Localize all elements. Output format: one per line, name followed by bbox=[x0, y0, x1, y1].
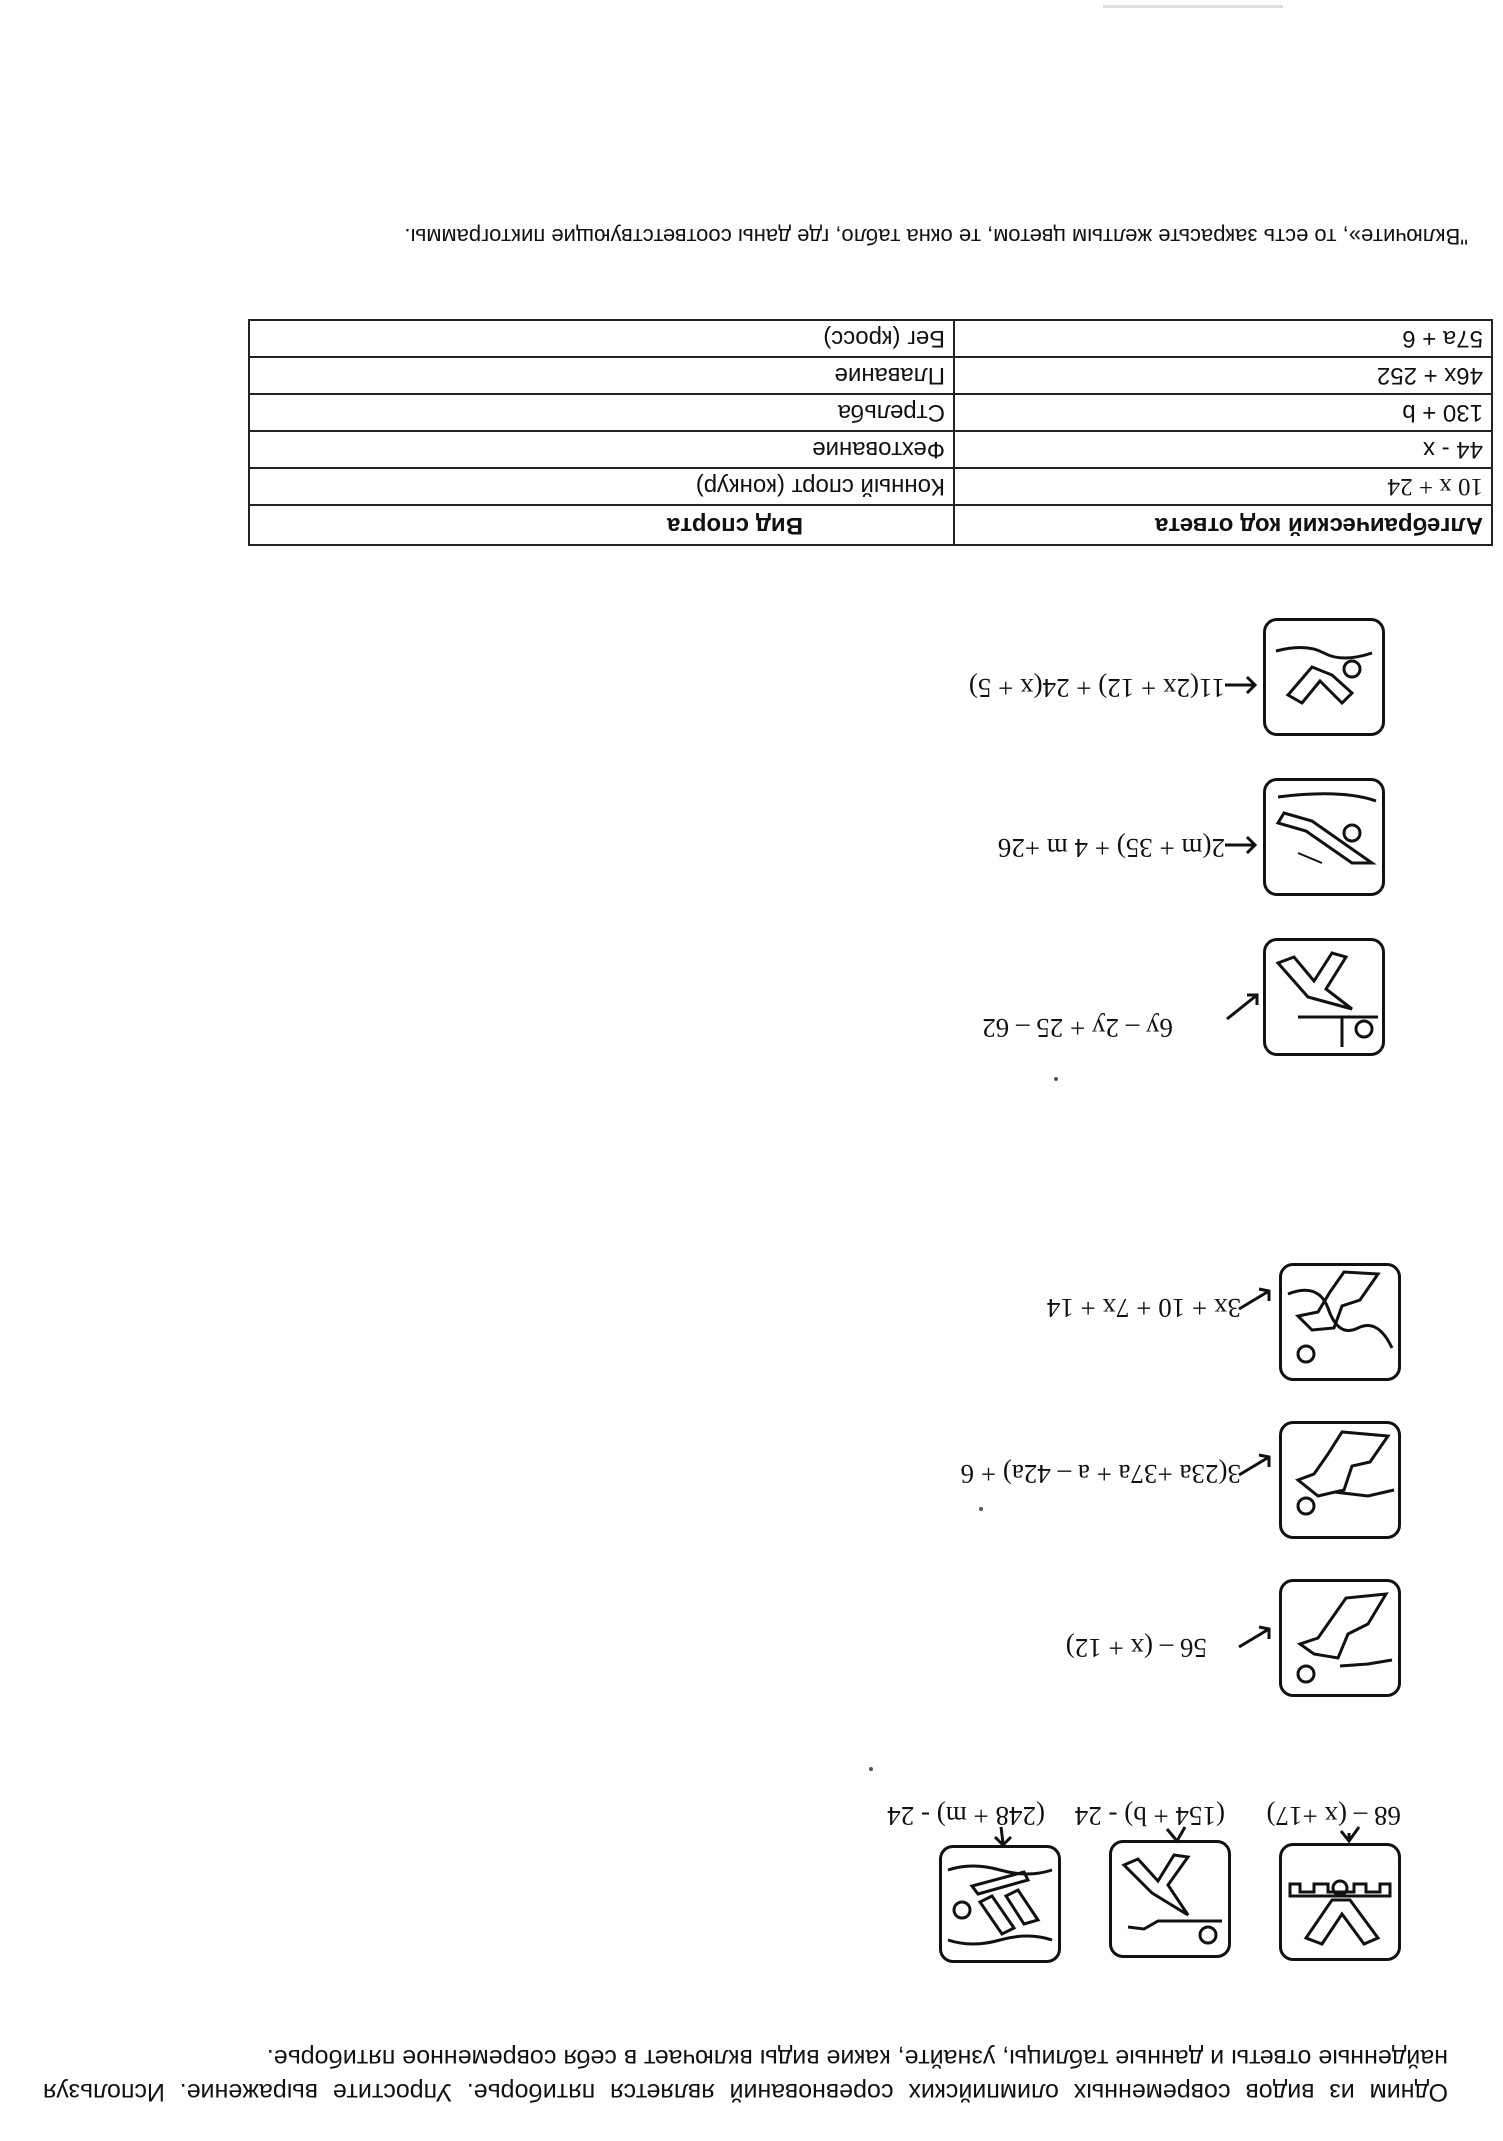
arrow-icon bbox=[987, 1825, 1017, 1847]
fencing-pictogram bbox=[1279, 1843, 1401, 1961]
sport-cell: Плавание bbox=[249, 357, 954, 394]
expression-6: 3x + 10 + 7x + 14 bbox=[1046, 1293, 1241, 1323]
equestrian-pictogram bbox=[1279, 1421, 1401, 1539]
running-pictogram bbox=[1263, 618, 1385, 736]
fencing-pictogram bbox=[1263, 938, 1385, 1056]
scan-speck bbox=[979, 1507, 983, 1511]
expression-9: 11(2x + 12) + 24(x + 5) bbox=[968, 673, 1225, 703]
expression-3: (248 + m) - 24 bbox=[887, 1801, 1045, 1831]
arrow-icon bbox=[1223, 673, 1259, 697]
equestrian-pictogram bbox=[1279, 1579, 1401, 1697]
column-header-sport: Вид спорта bbox=[249, 505, 954, 545]
sport-cell: Бег (кросс) bbox=[249, 320, 954, 357]
arrow-icon bbox=[1235, 1623, 1275, 1651]
arrow-icon bbox=[1235, 1285, 1275, 1313]
expression-8: 2(m + 35) + 4 m +26 bbox=[997, 833, 1225, 863]
arrow-icon bbox=[1223, 833, 1259, 857]
arrow-icon bbox=[1333, 1825, 1363, 1845]
arrow-icon bbox=[1235, 1451, 1275, 1479]
code-cell: 57a + 6 bbox=[954, 320, 1492, 357]
sport-cell: Стрельба bbox=[249, 394, 954, 431]
code-cell: 130 + b bbox=[954, 394, 1492, 431]
column-header-code: Алгебраический код ответа bbox=[954, 505, 1492, 545]
sport-cell: Фехтование bbox=[249, 431, 954, 468]
table-header-row bbox=[249, 505, 1492, 545]
equestrian-pictogram bbox=[1279, 1263, 1401, 1381]
scan-edge-mark bbox=[1103, 5, 1283, 8]
table-row bbox=[249, 394, 1492, 431]
code-cell: 44 - x bbox=[954, 431, 1492, 468]
scan-speck bbox=[1054, 1077, 1058, 1081]
table-row bbox=[249, 357, 1492, 394]
code-cell: 10 x + 24 bbox=[954, 468, 1492, 505]
expression-2: (154 + b) - 24 bbox=[1074, 1801, 1225, 1831]
sport-cell: Конный спорт (конкур) bbox=[249, 468, 954, 505]
scan-speck bbox=[869, 1767, 873, 1771]
expression-5: 3(23a +37a + a – 42a) + 6 bbox=[960, 1459, 1241, 1489]
table-row bbox=[249, 468, 1492, 505]
task-intro: Одним из видов современных олимпийских соревнований является пятиборье. Упростите выражение. Используя найденные ответы и данные таблицы, узнайте, какие виды включает в себя современное пятиборье. bbox=[43, 2044, 1448, 2106]
footer-instruction: "Включите», то есть закрасьте желтым цветом, те окна табло, где даны соответствующие пиктограммы. bbox=[404, 224, 1468, 249]
arrow-icon bbox=[1161, 1825, 1191, 1845]
sports-table bbox=[248, 319, 1493, 546]
swimming-pictogram bbox=[939, 1845, 1061, 1963]
fencing-pictogram bbox=[1109, 1840, 1231, 1958]
expression-4: 56 – (x + 12) bbox=[1065, 1633, 1207, 1663]
expression-7: 6y – 2y + 25 – 62 bbox=[982, 1013, 1173, 1043]
code-cell: 46x + 252 bbox=[954, 357, 1492, 394]
shooting-pictogram bbox=[1263, 778, 1385, 896]
table-row bbox=[249, 431, 1492, 468]
expression-1: 68 – (x +17) bbox=[1266, 1801, 1401, 1831]
table-row bbox=[249, 320, 1492, 357]
arrow-icon bbox=[1223, 991, 1263, 1023]
